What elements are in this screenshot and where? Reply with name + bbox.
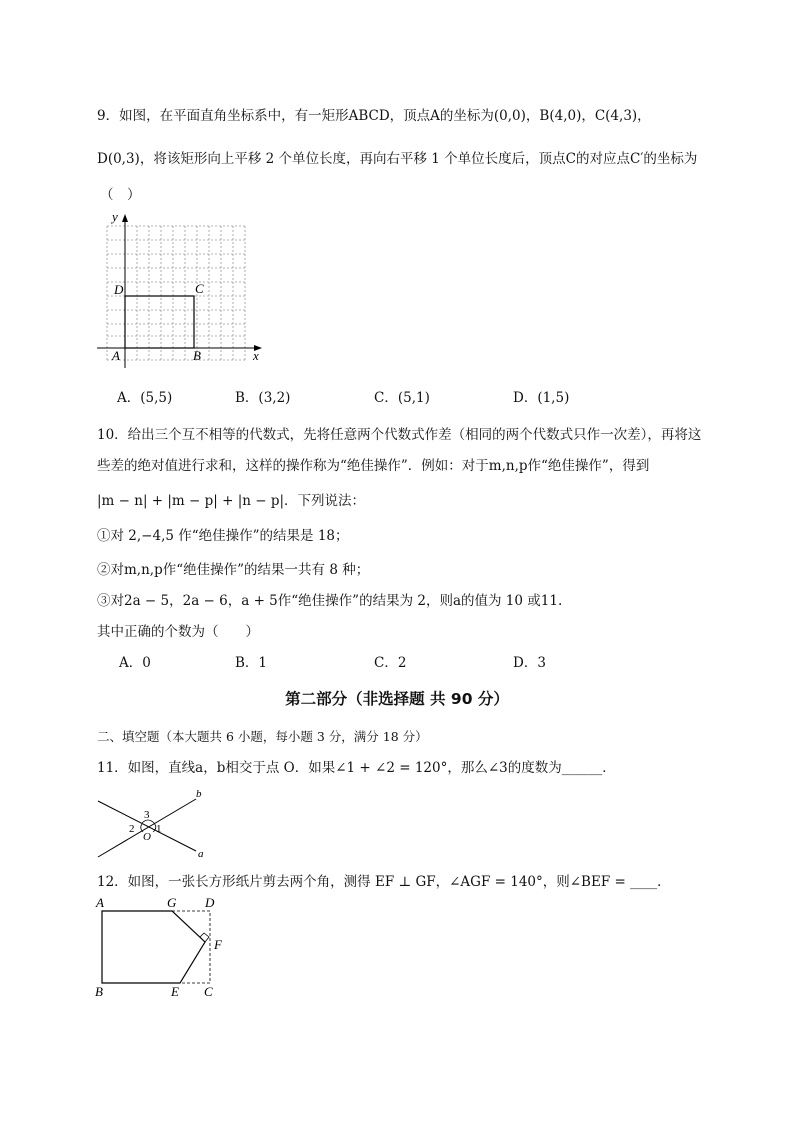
point-label-a: A xyxy=(112,348,120,363)
q12-text: 12．如图，一张长方形纸片剪去两个角，测得 EF ⊥ GF，∠AGF = 140°，则∠BEF = ____． xyxy=(97,874,671,890)
label-b: b xyxy=(196,788,202,800)
fill-in-section-header: 二、填空题（本大题共 6 小题，每小题 3 分，满分 18 分） xyxy=(97,729,428,744)
label-d: D xyxy=(205,895,215,910)
q9-option-c-value: (5,1) xyxy=(397,390,430,406)
q10-option-a-letter: A． xyxy=(119,655,143,671)
label-2: 2 xyxy=(129,823,135,835)
q10-line-2: 些差的绝对值进行求和，这样的操作称为“绝佳操作”．例如：对于m,n,p作“绝佳操作”，得到 xyxy=(97,458,650,474)
point-label-d: D xyxy=(114,282,124,297)
q10-line-3: |m − n| + |m − p| + |n − p|．下列说法： xyxy=(97,493,366,509)
y-axis-arrow xyxy=(122,214,128,222)
q10-option-a-value: 0 xyxy=(142,655,151,671)
label-f: F xyxy=(214,937,222,952)
q9-option-d-letter: D． xyxy=(513,390,538,406)
label-g: G xyxy=(167,895,177,910)
q9-option-a-value: (5,5) xyxy=(140,390,173,406)
q10-option-d[interactable] xyxy=(513,654,546,672)
label-3: 3 xyxy=(144,809,150,821)
q9-option-c-letter: C． xyxy=(374,390,398,406)
q9-coordinate-figure xyxy=(92,208,272,368)
q9-answer-blank: （ ） xyxy=(100,187,141,203)
axis-label-x: x xyxy=(253,348,259,363)
part-2-title: 第二部分（非选择题 共 90 分） xyxy=(285,690,509,708)
q10-option-c-letter: C． xyxy=(374,655,398,671)
grid-lines xyxy=(107,226,245,360)
label-a: A xyxy=(96,895,104,910)
q10-option-a[interactable] xyxy=(119,654,151,672)
q10-option-c[interactable] xyxy=(374,654,406,672)
line-b xyxy=(98,799,196,857)
axis-label-y: y xyxy=(112,209,118,224)
point-label-b: B xyxy=(193,348,201,363)
label-c: C xyxy=(204,984,213,999)
q10-option-b[interactable] xyxy=(235,654,267,672)
q10-question: 其中正确的个数为（ ） xyxy=(97,624,259,640)
q9-option-b-letter: B． xyxy=(235,390,259,406)
q11-intersecting-lines-figure xyxy=(90,787,220,867)
rectangle-abcd xyxy=(125,296,194,348)
q10-statement-2: ②对m,n,p作“绝佳操作”的结果一共有 8 种； xyxy=(97,562,370,578)
q10-option-d-letter: D． xyxy=(513,655,538,671)
label-a: a xyxy=(198,848,204,860)
q10-option-d-value: 3 xyxy=(537,655,546,671)
q9-option-d-value: (1,5) xyxy=(537,390,570,406)
paper-shape xyxy=(102,911,205,983)
q9-option-b-value: (3,2) xyxy=(258,390,291,406)
q10-statement-3: ③对2a − 5，2a − 6，a + 5作“绝佳操作”的结果为 2，则a的值为 10 或11. xyxy=(97,593,563,609)
q10-statement-1: ①对 2,−4,5 作“绝佳操作”的结果是 18； xyxy=(97,528,349,544)
q10-option-b-letter: B． xyxy=(235,655,259,671)
removed-corner-outline xyxy=(172,911,210,983)
q9-option-a[interactable] xyxy=(117,389,172,407)
label-e: E xyxy=(171,984,179,999)
q11-text: 11．如图，直线a，b相交于点 O．如果∠1 + ∠2 = 120°，那么∠3的度数为______． xyxy=(97,760,616,776)
q9-option-c[interactable] xyxy=(374,389,430,407)
q9-option-a-letter: A． xyxy=(117,390,141,406)
label-o: O xyxy=(143,831,151,843)
q9-line-1: 9．如图，在平面直角坐标系中，有一矩形ABCD，顶点A的坐标为(0,0)，B(4,0)，C(4,3)， xyxy=(97,108,651,124)
point-label-c: C xyxy=(195,281,204,296)
q9-line-2: D(0,3)，将该矩形向上平移 2 个单位长度，再向右平移 1 个单位长度后，顶点C的对应点C′的坐标为 xyxy=(97,151,698,167)
label-b: B xyxy=(95,984,103,999)
q10-line-1: 10．给出三个互不相等的代数式，先将任意两个代数式作差（相同的两个代数式只作一次差），再将这 xyxy=(97,427,702,443)
q12-cut-rectangle-figure xyxy=(92,895,242,1005)
right-angle-mark xyxy=(200,933,209,942)
q9-option-b[interactable] xyxy=(235,389,290,407)
q9-option-d[interactable] xyxy=(513,389,569,407)
q10-option-c-value: 2 xyxy=(397,655,407,671)
label-1: 1 xyxy=(156,823,162,835)
q10-option-b-value: 1 xyxy=(258,655,268,671)
